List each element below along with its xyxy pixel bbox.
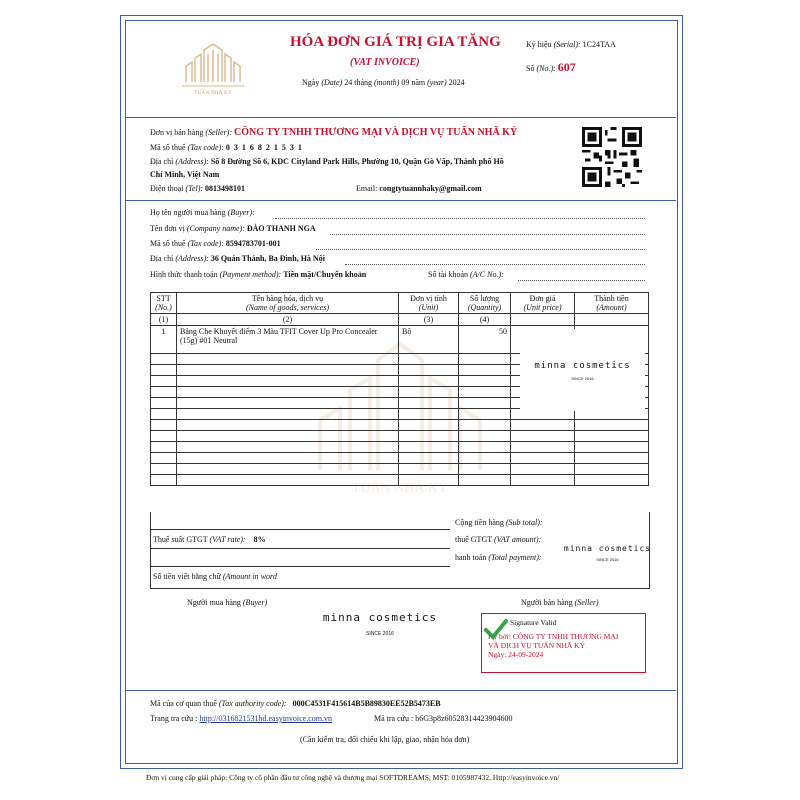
seller-address-line: Địa chỉ (Address): Số 8 Đường Số 6, KDC Cityland Park Hills, Phường 10, Quận Gò Vấp, Thành phố Hồ bbox=[150, 157, 504, 166]
signature-valid-text: Signature Valid bbox=[510, 618, 557, 627]
col-header-amount: Thành tiền (Amount) bbox=[575, 293, 649, 314]
buyer-signature-label: Người mua hàng (Buyer) bbox=[187, 598, 268, 607]
table-row bbox=[151, 475, 649, 486]
invoice-title: HÓA ĐƠN GIÁ TRỊ GIA TĂNG bbox=[290, 34, 501, 50]
index-cell: (3) bbox=[399, 314, 459, 326]
buyer-payment-line: Hình thức thanh toán (Payment method): Tiền mặt/Chuyển khoản bbox=[150, 270, 367, 279]
buyer-tax-line: Mã số thuế (Tax code): 8594783701-001 bbox=[150, 239, 281, 248]
header-divider bbox=[125, 117, 676, 118]
seller-email-line: Email: congtytuannhaky@gmail.com bbox=[356, 184, 482, 193]
buyer-address-line: Địa chỉ (Address): 36 Quán Thánh, Ba Đình, Hà Nội bbox=[150, 254, 325, 263]
lookup-code-line: Mã tra cứu : b6G3p8z60528314423904600 bbox=[374, 714, 513, 723]
tax-authority-line: Mã của cơ quan thuế (Tax authority code): 000C4531F415614B5B89830EE52B5473EB bbox=[150, 699, 441, 708]
table-row bbox=[151, 464, 649, 475]
col-header-qty: Số lượng (Quantity) bbox=[459, 293, 511, 314]
col-header-name: Tên hàng hóa, dịch vụ (Name of goods, services) bbox=[177, 293, 399, 314]
seller-phone-line: Điện thoại (Tel): 0813498101 bbox=[150, 184, 246, 193]
table-row bbox=[151, 442, 649, 453]
vat-amount-label: thuế GTGT (VAT amount): bbox=[455, 535, 542, 544]
subtotal-label: Cộng tiền hàng (Sub total): bbox=[455, 518, 543, 527]
brand-stamp-text: minna cosmetics bbox=[322, 611, 438, 624]
table-row bbox=[151, 431, 649, 442]
buyer-account-dots bbox=[518, 280, 645, 281]
seller-divider bbox=[125, 200, 676, 201]
qr-code bbox=[580, 127, 644, 187]
brand-stamp-signature bbox=[300, 605, 460, 645]
seller-tax-line: Mã số thuế (Tax code): 0 3 1 6 8 2 1 5 3 1 bbox=[150, 143, 303, 152]
table-row bbox=[151, 453, 649, 464]
totals-divider-2 bbox=[150, 548, 450, 549]
signed-by-line2: VÀ DỊCH VỤ TUẤN NHÃ KÝ bbox=[488, 641, 586, 650]
col-header-stt: STT (No.) bbox=[151, 293, 177, 314]
index-cell: (2) bbox=[177, 314, 399, 326]
totals-divider-3 bbox=[150, 566, 450, 567]
brand-stamp-since: SINCE 2016 bbox=[596, 557, 619, 562]
table-index-row bbox=[151, 314, 649, 326]
row-qty: 50 bbox=[459, 326, 511, 354]
signed-date: Ngày: 24-09-2024 bbox=[488, 650, 544, 659]
brand-stamp-since: SINCE 2016 bbox=[366, 631, 394, 637]
row-stt: 1 bbox=[151, 326, 177, 354]
table-row bbox=[151, 420, 649, 431]
brand-stamp-table bbox=[520, 329, 645, 411]
invoice-serial: Ký hiệu (Serial): 1C24TAA bbox=[526, 40, 616, 49]
vat-rate-line: Thuế suất GTGT (VAT rate): 8% bbox=[153, 535, 266, 544]
brand-stamp-since: SINCE 2016 bbox=[571, 376, 594, 381]
col-header-price: Đơn giá (Unit price) bbox=[511, 293, 575, 314]
provider-note: Đơn vị cung cấp giải pháp: Công ty cổ phần đầu tư công nghệ và thương mại SOFTDREAMS, MST: 0105987432, Http://easyinvoice.vn/ bbox=[146, 773, 560, 782]
table-header-row bbox=[151, 293, 649, 314]
total-payment-label: hanh toán (Total payment): bbox=[455, 553, 542, 562]
col-header-unit: Đơn vị tính (Unit) bbox=[399, 293, 459, 314]
index-cell: (4) bbox=[459, 314, 511, 326]
buyer-company-dots bbox=[330, 234, 645, 235]
check-icon bbox=[484, 618, 508, 640]
buyer-tax-dots bbox=[316, 249, 645, 250]
buyer-company-line: Tên đơn vị (Company name): ĐÀO THANH NGA bbox=[150, 224, 316, 233]
invoice-subtitle: (VAT INVOICE) bbox=[350, 57, 420, 68]
brand-stamp-text: minna cosmetics bbox=[563, 544, 652, 553]
verification-note: (Cần kiểm tra, đối chiếu khi lập, giao, nhận hóa đơn) bbox=[300, 735, 470, 744]
brand-stamp-totals bbox=[560, 540, 655, 580]
totals-divider-1 bbox=[150, 529, 450, 530]
amount-in-words-label: Số tiền viết bằng chữ (Amount in word bbox=[153, 572, 277, 581]
buyer-address-dots bbox=[345, 264, 645, 265]
footer-divider bbox=[125, 690, 676, 691]
svg-text:TUẤN NHÃ KÝ: TUẤN NHÃ KÝ bbox=[351, 481, 449, 496]
lookup-link[interactable]: http://0316821531hd.easyinvoice.com.vn bbox=[199, 714, 333, 723]
svg-text:TUẤN NHÃ KÝ: TUẤN NHÃ KÝ bbox=[194, 90, 232, 96]
brand-stamp-text: minna cosmetics bbox=[534, 361, 631, 371]
invoice-date: Ngày (Date) 24 tháng (month) 09 năm (year) 2024 bbox=[302, 78, 465, 87]
buyer-name-dots bbox=[275, 218, 645, 219]
seller-name-line: Đơn vị bán hàng (Seller): CÔNG TY TNHH THƯƠNG MẠI VÀ DỊCH VỤ TUẤN NHÃ KÝ bbox=[150, 127, 518, 138]
invoice-number: Số (No.): 607 bbox=[526, 60, 576, 74]
signed-by-line1: Ký bởi: CÔNG TY TNHH THƯƠNG MẠI bbox=[488, 632, 619, 641]
lookup-line: Trang tra cứu : http://0316821531hd.easyinvoice.com.vn bbox=[150, 714, 333, 723]
buyer-account-line: Số tài khoản (A/C No.): bbox=[428, 270, 504, 279]
row-unit: Bộ bbox=[399, 326, 459, 354]
seller-signature-label: Người bán hàng (Seller) bbox=[521, 598, 599, 607]
seller-address-line2: Chí Minh, Việt Nam bbox=[150, 170, 220, 179]
index-cell: (1) bbox=[151, 314, 177, 326]
buyer-name-line: Họ tên người mua hàng (Buyer): bbox=[150, 208, 255, 217]
row-name: Bảng Che Khuyết điểm 3 Màu TFIT Cover Up Pro Concealer (15g) #01 Neutral bbox=[177, 326, 399, 354]
index-cell bbox=[511, 314, 575, 326]
company-logo bbox=[178, 42, 248, 100]
index-cell bbox=[575, 314, 649, 326]
